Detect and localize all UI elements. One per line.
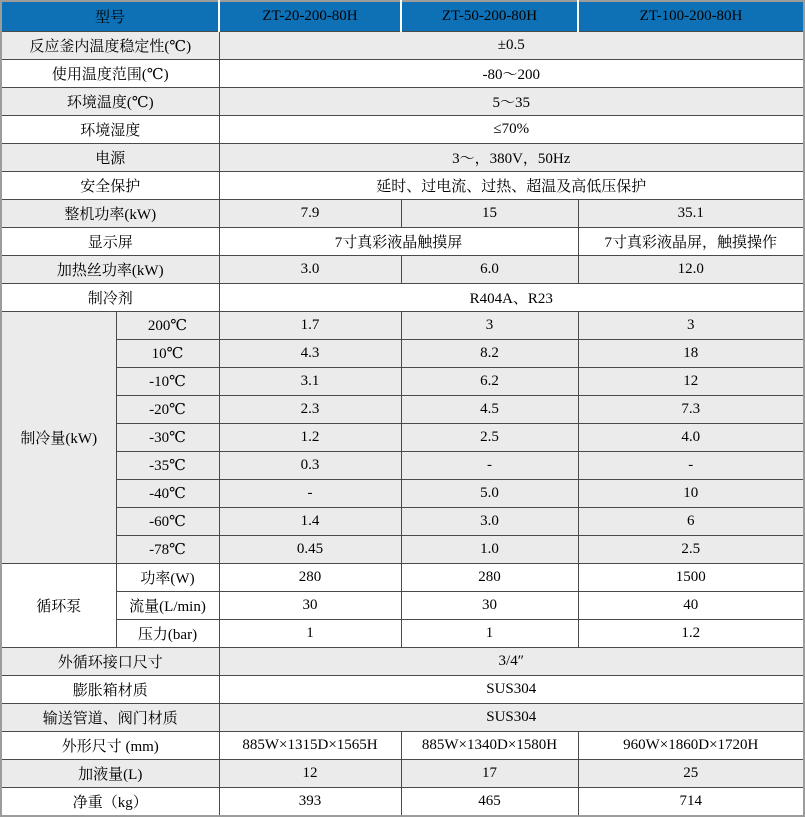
row-label: 使用温度范围(℃) bbox=[1, 60, 219, 88]
cell-value: 885W×1340D×1580H bbox=[401, 732, 578, 760]
cell-value: 17 bbox=[401, 760, 578, 788]
cell-value: 30 bbox=[401, 592, 578, 620]
cell-value: 10 bbox=[578, 480, 804, 508]
cell-value: 280 bbox=[401, 564, 578, 592]
row-label: 制冷剂 bbox=[1, 284, 219, 312]
cell-value: 7.3 bbox=[578, 396, 804, 424]
cell-value: 6.0 bbox=[401, 256, 578, 284]
cell-value: 12.0 bbox=[578, 256, 804, 284]
cell-value: 3/4″ bbox=[219, 648, 804, 676]
row-cooling-m78 bbox=[1, 536, 804, 564]
cell-value: R404A、R23 bbox=[219, 284, 804, 312]
row-pump-power bbox=[1, 564, 804, 592]
cooling-temp-label: -30℃ bbox=[116, 424, 219, 452]
cell-value: 393 bbox=[219, 788, 401, 817]
pump-param-label: 压力(bar) bbox=[116, 620, 219, 648]
cell-value: 1.7 bbox=[219, 312, 401, 340]
cell-value: 1.2 bbox=[219, 424, 401, 452]
cell-value: SUS304 bbox=[219, 704, 804, 732]
row-label: 显示屏 bbox=[1, 228, 219, 256]
cell-value: 4.3 bbox=[219, 340, 401, 368]
row-label: 输送管道、阀门材质 bbox=[1, 704, 219, 732]
cell-value: 0.45 bbox=[219, 536, 401, 564]
cell-value: 2.5 bbox=[578, 536, 804, 564]
row-label: 环境温度(℃) bbox=[1, 88, 219, 116]
cell-value: 3.0 bbox=[219, 256, 401, 284]
row-label: 膨胀箱材质 bbox=[1, 676, 219, 704]
cell-value: 40 bbox=[578, 592, 804, 620]
cell-value: - bbox=[578, 452, 804, 480]
row-piping bbox=[1, 704, 804, 732]
cooling-temp-label: -78℃ bbox=[116, 536, 219, 564]
cell-value: - bbox=[401, 452, 578, 480]
cell-value: 25 bbox=[578, 760, 804, 788]
cell-value: 7寸真彩液晶触摸屏 bbox=[219, 228, 578, 256]
row-label-cooling-capacity: 制冷量(kW) bbox=[1, 312, 116, 564]
row-cooling-m60 bbox=[1, 508, 804, 536]
row-label: 安全保护 bbox=[1, 172, 219, 200]
cell-value: 1.4 bbox=[219, 508, 401, 536]
row-label: 净重（kg） bbox=[1, 788, 219, 817]
cell-value: -80～200 bbox=[219, 60, 804, 88]
pump-param-label: 流量(L/min) bbox=[116, 592, 219, 620]
cooling-temp-label: -35℃ bbox=[116, 452, 219, 480]
row-cooling-m10 bbox=[1, 368, 804, 396]
cell-value: ±0.5 bbox=[219, 32, 804, 60]
cell-value: 30 bbox=[219, 592, 401, 620]
row-stability bbox=[1, 32, 804, 60]
cell-value: 12 bbox=[578, 368, 804, 396]
cell-value: 6 bbox=[578, 508, 804, 536]
cell-value: 3 bbox=[401, 312, 578, 340]
cooling-temp-label: -10℃ bbox=[116, 368, 219, 396]
row-refrigerant bbox=[1, 284, 804, 312]
row-expansion-tank bbox=[1, 676, 804, 704]
row-label: 整机功率(kW) bbox=[1, 200, 219, 228]
cell-value: 8.2 bbox=[401, 340, 578, 368]
row-net-weight bbox=[1, 788, 804, 817]
cell-value: 5.0 bbox=[401, 480, 578, 508]
row-cooling-200 bbox=[1, 312, 804, 340]
row-total-power bbox=[1, 200, 804, 228]
row-cooling-m20 bbox=[1, 396, 804, 424]
cell-value: 960W×1860D×1720H bbox=[578, 732, 804, 760]
cell-value: 2.5 bbox=[401, 424, 578, 452]
cell-value: 12 bbox=[219, 760, 401, 788]
cell-value: ≤70% bbox=[219, 116, 804, 144]
cell-value: 1.2 bbox=[578, 620, 804, 648]
header-row bbox=[1, 1, 804, 32]
row-safety bbox=[1, 172, 804, 200]
row-ext-port bbox=[1, 648, 804, 676]
row-pump-pressure bbox=[1, 620, 804, 648]
row-temp-range bbox=[1, 60, 804, 88]
cell-value: 885W×1315D×1565H bbox=[219, 732, 401, 760]
cell-value: 280 bbox=[219, 564, 401, 592]
cooling-temp-label: -60℃ bbox=[116, 508, 219, 536]
row-label: 加液量(L) bbox=[1, 760, 219, 788]
header-model-2: ZT-50-200-80H bbox=[401, 1, 578, 32]
row-label: 环境湿度 bbox=[1, 116, 219, 144]
cell-value: 2.3 bbox=[219, 396, 401, 424]
row-label: 电源 bbox=[1, 144, 219, 172]
cell-value: 15 bbox=[401, 200, 578, 228]
row-label: 外形尺寸 (mm) bbox=[1, 732, 219, 760]
row-fill-volume bbox=[1, 760, 804, 788]
cell-value: 4.0 bbox=[578, 424, 804, 452]
row-label: 反应釜内温度稳定性(℃) bbox=[1, 32, 219, 60]
cell-value: 1 bbox=[401, 620, 578, 648]
cell-value: 1500 bbox=[578, 564, 804, 592]
row-cooling-m30 bbox=[1, 424, 804, 452]
row-pump-flow bbox=[1, 592, 804, 620]
cell-value: 3～，380V，50Hz bbox=[219, 144, 804, 172]
cell-value: 465 bbox=[401, 788, 578, 817]
cell-value: 3 bbox=[578, 312, 804, 340]
cell-value: 0.3 bbox=[219, 452, 401, 480]
cell-value: 1 bbox=[219, 620, 401, 648]
cooling-temp-label: -40℃ bbox=[116, 480, 219, 508]
row-display bbox=[1, 228, 804, 256]
cell-value: - bbox=[219, 480, 401, 508]
cell-value: 延时、过电流、过热、超温及高低压保护 bbox=[219, 172, 804, 200]
row-ambient-humidity bbox=[1, 116, 804, 144]
row-ambient-temp bbox=[1, 88, 804, 116]
header-model-1: ZT-20-200-80H bbox=[219, 1, 401, 32]
cell-value: 3.0 bbox=[401, 508, 578, 536]
row-cooling-m40 bbox=[1, 480, 804, 508]
row-label-pump: 循环泵 bbox=[1, 564, 116, 648]
header-model-label: 型号 bbox=[1, 1, 219, 32]
row-dimensions bbox=[1, 732, 804, 760]
cell-value: 18 bbox=[578, 340, 804, 368]
pump-param-label: 功率(W) bbox=[116, 564, 219, 592]
cell-value: 3.1 bbox=[219, 368, 401, 396]
row-label: 外循环接口尺寸 bbox=[1, 648, 219, 676]
cell-value: 7.9 bbox=[219, 200, 401, 228]
cooling-temp-label: 10℃ bbox=[116, 340, 219, 368]
row-label: 加热丝功率(kW) bbox=[1, 256, 219, 284]
row-cooling-m35 bbox=[1, 452, 804, 480]
cell-value: 1.0 bbox=[401, 536, 578, 564]
cell-value: 35.1 bbox=[578, 200, 804, 228]
cell-value: 6.2 bbox=[401, 368, 578, 396]
row-power-supply bbox=[1, 144, 804, 172]
cell-value: SUS304 bbox=[219, 676, 804, 704]
cell-value: 714 bbox=[578, 788, 804, 817]
cell-value: 7寸真彩液晶屏，触摸操作 bbox=[578, 228, 804, 256]
row-heater-power bbox=[1, 256, 804, 284]
cooling-temp-label: -20℃ bbox=[116, 396, 219, 424]
row-cooling-10 bbox=[1, 340, 804, 368]
header-model-3: ZT-100-200-80H bbox=[578, 1, 804, 32]
cell-value: 4.5 bbox=[401, 396, 578, 424]
cell-value: 5～35 bbox=[219, 88, 804, 116]
cooling-temp-label: 200℃ bbox=[116, 312, 219, 340]
